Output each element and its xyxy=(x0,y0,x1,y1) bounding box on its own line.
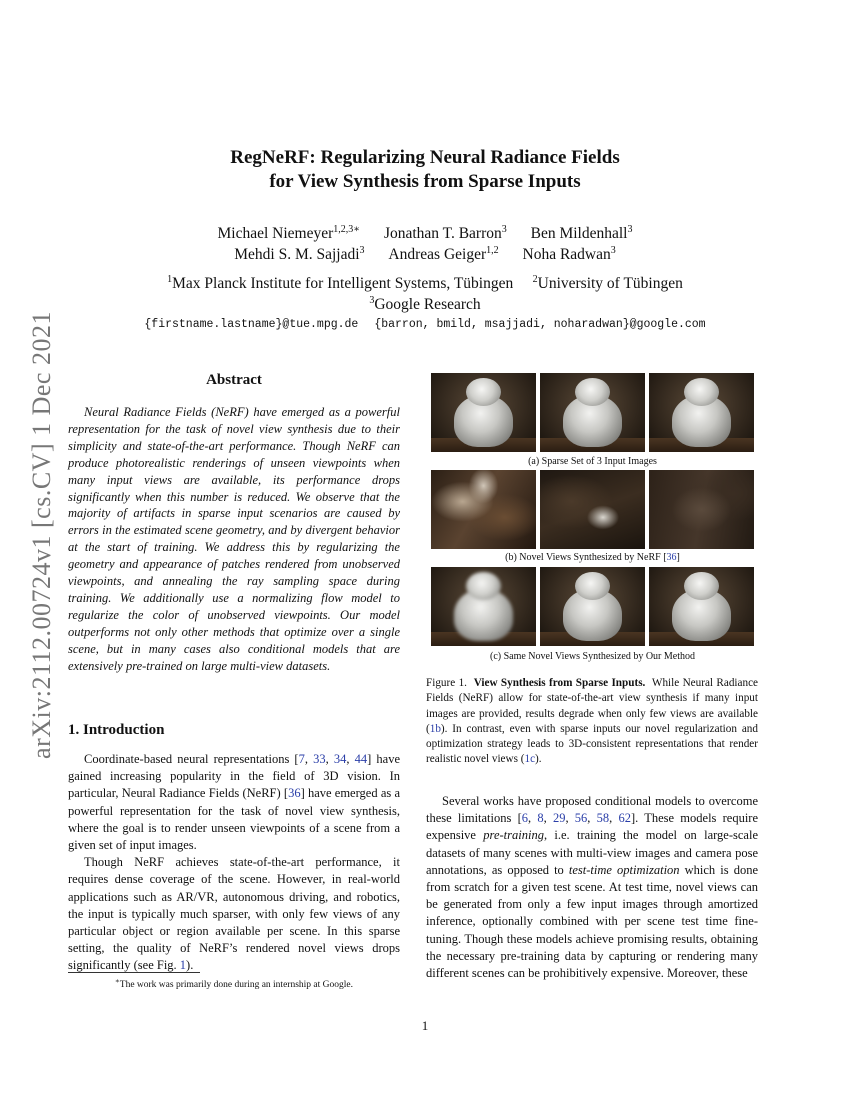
figure-ref-link[interactable]: 1 xyxy=(179,958,187,973)
author: Jonathan T. Barron$^3$ xyxy=(383,224,507,242)
affiliation-row-1: $^1$Max Planck Institute for Intelligent Systems, Tübingen $^2$University of Tübingen xyxy=(167,274,683,292)
email-google: {barron, bmild, msajjadi, noharadwan}@google.com xyxy=(374,318,706,331)
citation-link[interactable]: 44 xyxy=(354,752,368,766)
arxiv-id: arXiv:2112.00724v1 [cs.CV] 1 Dec 2021 xyxy=(27,311,56,759)
intro-heading: 1. Introduction xyxy=(68,722,165,738)
citation-link[interactable]: 62 xyxy=(618,811,631,826)
paper-title xyxy=(120,146,730,194)
citation-link[interactable]: 7 xyxy=(298,752,305,766)
author-row-2 xyxy=(120,245,730,265)
nerf-artifact-image xyxy=(431,470,536,549)
citation-link[interactable]: 29 xyxy=(552,811,566,826)
buddha-input-image xyxy=(540,373,645,452)
affiliation-tuebingen: University of Tübingen xyxy=(537,275,683,292)
figure-ref-link[interactable]: 1c xyxy=(524,753,536,766)
subcaption-a: (a) Sparse Set of 3 Input Images xyxy=(528,456,657,467)
subcaption-c: (c) Same Novel Views Synthesized by Our Method xyxy=(489,651,695,662)
citation-link[interactable]: 36 xyxy=(666,552,677,563)
email-tue: {firstname.lastname}@tue.mpg.de xyxy=(144,318,359,331)
figure-ref-link[interactable]: 1b xyxy=(429,722,441,735)
author: Ben Mildenhall$^3$ xyxy=(530,224,633,242)
figure-caption: Figure 1. View Synthesis from Sparse Inputs. While Neural Radiance Fields (NeRF) allow for state-of-the-art view synthesis if many input images are provided, results degrade when only few views are available (1b). In contrast, even with sparse inputs our novel regularization and optimization strategy leads to 3D-consistent representations that render realistic novel views (1c). xyxy=(426,677,759,766)
intro-paragraph-2: Though NeRF achieves state-of-the-art performance, it requires dense coverage of the scene. However, in real-world applications such as AR/VR, autonomous driving, and robotics, the input is typically much sparser, with only few views of any particular object or region available per scene. In this sparse setting, the quality of NeRF’s rendered novel views drops significantly (see Fig. 1). xyxy=(68,855,400,973)
intro-body xyxy=(68,751,400,975)
subcaption-b: (b) Novel Views Synthesized by NeRF [36] xyxy=(505,552,680,563)
author: Mehdi S. M. Sajjadi$^3$ xyxy=(234,245,365,263)
figure-row-input-images xyxy=(431,373,754,452)
arxiv-sidebar xyxy=(22,295,62,775)
footnote-rule xyxy=(68,972,200,973)
footnote: ∗The work was primarily done during an internship at Google. xyxy=(115,977,353,991)
author-row-1 xyxy=(120,224,730,244)
right-column-body xyxy=(426,793,758,982)
nerf-artifact-image xyxy=(649,470,754,549)
buddha-novel-view-image xyxy=(540,567,645,646)
citation-link[interactable]: 34 xyxy=(333,752,347,766)
buddha-input-image xyxy=(649,373,754,452)
body-paragraph: Several works have proposed conditional models to overcome these limitations [6, 8, 29, 56, 58, 62]. These models require expensive pre-training, i.e. training the model on large-scale datasets of many scenes with multi-view images and camera pose annotations, as opposed to test-time optimization which is done from scratch for a given test scene. At test time, novel views can be generated from only a few input images through amortized inference, optionally combined with per scene test time fine-tuning. Though these models achieve promising results, obtaining the necessary pre-training data by capturing or rendering many different scenes can be prohibitively expensive. Moreover, these xyxy=(426,794,759,981)
author-emails xyxy=(90,318,760,331)
buddha-input-image xyxy=(431,373,536,452)
author: Michael Niemeyer$^{1,2,3∗}$ xyxy=(217,224,361,242)
citation-link[interactable]: 8 xyxy=(537,811,544,826)
figure-row-nerf-views xyxy=(431,470,754,549)
buddha-novel-view-image xyxy=(649,567,754,646)
author: Andreas Geiger$^{1,2}$ xyxy=(388,245,499,263)
title-line-1: RegNeRF: Regularizing Neural Radiance Fields xyxy=(230,147,620,168)
citation-link[interactable]: 33 xyxy=(313,752,326,766)
citation-link[interactable]: 58 xyxy=(596,811,610,826)
affiliation-google: Google Research xyxy=(374,296,481,313)
author: Noha Radwan$^3$ xyxy=(522,245,616,263)
citation-link[interactable]: 6 xyxy=(521,811,528,826)
buddha-novel-view-image xyxy=(431,567,536,646)
citation-link[interactable]: 56 xyxy=(574,811,588,826)
page-number: 1 xyxy=(421,1018,429,1033)
affiliation-mpi: Max Planck Institute for Intelligent Systems, Tübingen xyxy=(172,275,514,292)
abstract-heading: Abstract xyxy=(206,372,262,388)
nerf-artifact-image xyxy=(540,470,645,549)
abstract-text: Neural Radiance Fields (NeRF) have emerged as a powerful representation for the task of novel view synthesis due to their simplicity and state-of-the-art performance. Though NeRF can produce photorealistic renderings of unseen viewpoints when many input views are available, its performance drops significantly when this number is reduced. We observe that the majority of artifacts in sparse input scenarios are caused by errors in the estimated scene geometry, and by divergent behavior at the start of training. We address this by regularizing the geometry and appearance of patches rendered from unobserved viewpoints, and annealing the ray sampling space during training. We additionally use a normalizing flow model to regularize the color of unobserved viewpoints. Our model outperforms not only other methods that optimize over a single scene, but in many cases also conditional models that are extensively pre-trained on large multi-view datasets. xyxy=(68,405,400,673)
citation-link[interactable]: 36 xyxy=(288,786,301,801)
title-line-2: for View Synthesis from Sparse Inputs xyxy=(269,171,581,192)
figure-row-our-views xyxy=(431,567,754,646)
affiliation-row-2: $^3$Google Research xyxy=(369,295,481,313)
intro-paragraph-1: Coordinate-based neural representations [7, 33, 34, 44] have gained increasing popularity in the field of 3D vision. In particular, Neural Radiance Fields (NeRF) [36] have emerged as a powerful representation for the task of novel view synthesis, where the goal is to render unseen viewpoints of a scene from a given set of input images. xyxy=(68,752,401,853)
